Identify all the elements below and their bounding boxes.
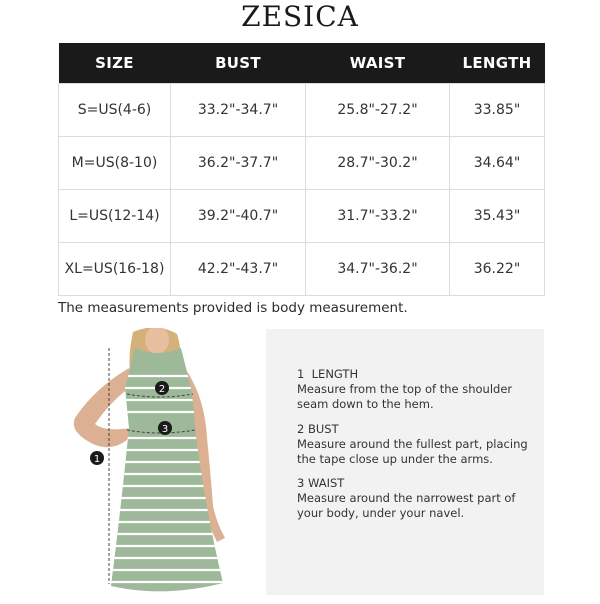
cell-size: XL=US(16-18)	[59, 243, 171, 296]
guide-heading: 3 WAIST	[297, 476, 345, 490]
cell-waist: 31.7"-33.2"	[306, 190, 450, 243]
guide-description: Measure around the narrowest part of your body, under your navel.	[297, 491, 516, 520]
svg-text:3: 3	[161, 424, 169, 435]
header-bust: BUST	[171, 43, 306, 84]
dress-illustration	[55, 328, 260, 600]
guide-description: Measure from the top of the shoulder seam down to the hem.	[297, 382, 513, 411]
cell-waist: 34.7"-36.2"	[306, 243, 450, 296]
table-row	[59, 243, 545, 296]
table-row	[59, 84, 545, 137]
cell-bust: 39.2"-40.7"	[171, 190, 306, 243]
svg-text:1: 1	[93, 454, 101, 465]
table-row	[59, 137, 545, 190]
svg-text:2: 2	[158, 384, 166, 395]
measurement-guide	[266, 329, 544, 595]
cell-length: 33.85"	[450, 84, 545, 137]
size-chart-table	[58, 43, 545, 296]
cell-bust: 36.2"-37.7"	[171, 137, 306, 190]
guide-heading: 2 BUST	[297, 422, 339, 436]
cell-size: L=US(12-14)	[59, 190, 171, 243]
cell-bust: 33.2"-34.7"	[171, 84, 306, 137]
cell-length: 35.43"	[450, 190, 545, 243]
table-row	[59, 190, 545, 243]
marker-waist	[158, 421, 172, 435]
cell-length: 36.22"	[450, 243, 545, 296]
guide-description: Measure around the fullest part, placing the tape close up under the arms.	[297, 437, 528, 466]
header-size: SIZE	[59, 43, 171, 84]
cell-waist: 28.7"-30.2"	[306, 137, 450, 190]
guide-item-length	[297, 367, 537, 412]
cell-bust: 42.2"-43.7"	[171, 243, 306, 296]
table-header-row	[59, 43, 545, 84]
guide-item-bust	[297, 422, 537, 467]
cell-size: S=US(4-6)	[59, 84, 171, 137]
measurement-note: The measurements provided is body measurement.	[58, 300, 408, 316]
marker-length	[90, 451, 104, 465]
header-waist: WAIST	[306, 43, 450, 84]
left-arm	[74, 368, 135, 447]
marker-bust	[155, 381, 169, 395]
header-length: LENGTH	[450, 43, 545, 84]
cell-waist: 25.8"-27.2"	[306, 84, 450, 137]
model-figure	[55, 328, 260, 600]
cell-length: 34.64"	[450, 137, 545, 190]
guide-heading: 1 LENGTH	[297, 367, 359, 381]
cell-size: M=US(8-10)	[59, 137, 171, 190]
guide-item-waist	[297, 476, 537, 521]
brand-logo: ZESICA	[241, 0, 359, 33]
